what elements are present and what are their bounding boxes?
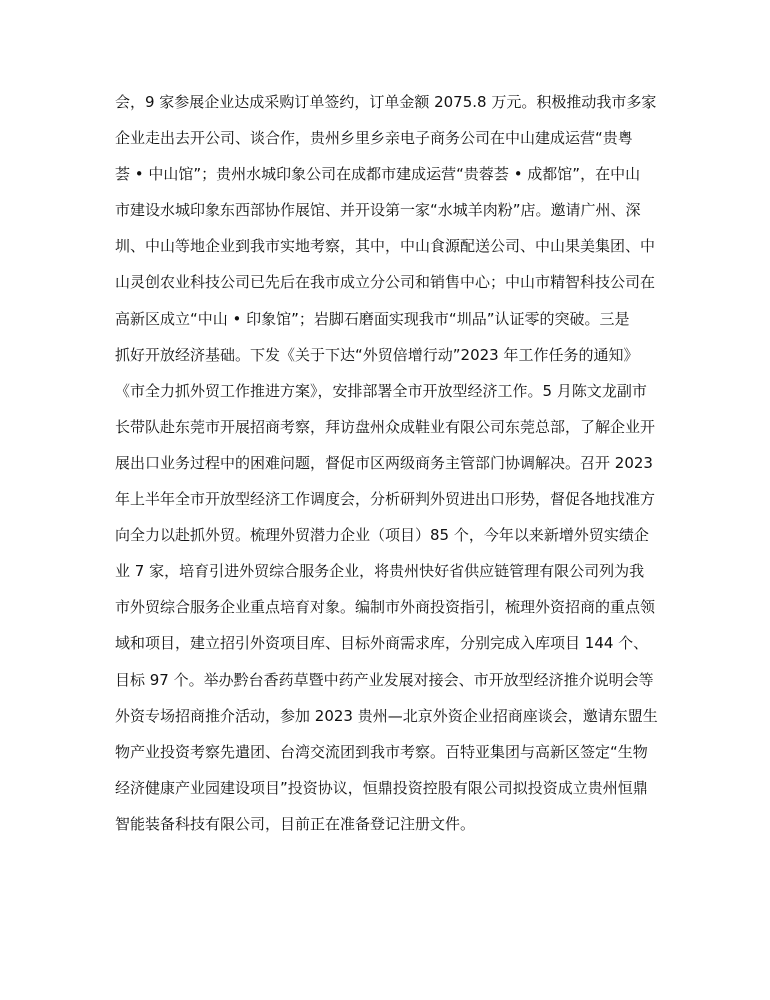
text-line: 会，9 家参展企业达成采购订单签约，订单金额 2075.8 万元。积极推动我市多家 [115,93,657,111]
text-line: 智能装备科技有限公司，目前正在准备登记注册文件。 [115,814,476,833]
text-line: 经济健康产业园建设项目”投资协议，恒鼎投资控股有限公司拟投资成立贵州恒鼎 [115,778,648,797]
text-line: 展出口业务过程中的困难问题，督促市区两级商务主管部门协调解决。召开 2023 [115,453,653,472]
text-line: 业 7 家，培育引进外贸综合服务企业，将贵州快好省供应链管理有限公司列为我 [115,562,645,581]
text-line: 市建设水城印象东西部协作展馆、并开设第一家“水城羊肉粉”店。邀请广州、深 [115,201,641,220]
text-line: 企业走出去开公司、谈合作，贵州乡里乡亲电子商务公司在中山建成运营“贵粤 [115,129,633,148]
text-line: 域和项目，建立招引外资项目库、目标外商需求库，分别完成入库项目 144 个、 [115,634,649,653]
text-line: 目标 97 个。举办黔台香药草暨中药产业发展对接会、市开放型经济推介说明会等 [115,670,654,689]
text-line: 抓好开放经济基础。下发《关于下达“外贸倍增行动”2023 年工作任务的通知》 [115,345,639,364]
text-line: 向全力以赴抓外贸。梳理外贸潜力企业（项目）85 个，今年以来新增外贸实绩企 [115,526,649,545]
text-line: 长带队赴东莞市开展招商考察，拜访盘州众成鞋业有限公司东莞总部，了解企业开 [115,417,656,436]
body-paragraph [115,84,660,842]
text-line: 物产业投资考察先遣团、台湾交流团到我市考察。百特亚集团与高新区签定“生物 [115,742,648,761]
text-line: 圳、中山等地企业到我市实地考察，其中，中山食源配送公司、中山果美集团、中 [115,237,656,256]
text-line: 市外贸综合服务企业重点培育对象。编制市外商投资指引，梳理外资招商的重点领 [115,598,656,617]
text-line: 荟 • 中山馆”；贵州水城印象公司在成都市建成运营“贵蓉荟 • 成都馆”，在中山 [115,165,641,184]
text-line: 年上半年全市开放型经济工作调度会，分析研判外贸进出口形势，督促各地找准方 [115,490,656,509]
text-line: 高新区成立“中山 • 印象馆”；岩脚石磨面实现我市“圳品”认证零的突破。三是 [115,309,630,328]
text-line: 外资专场招商推介活动，参加 2023 贵州—北京外资企业招商座谈会，邀请东盟生 [115,706,658,725]
text-line: 《市全力抓外贸工作推进方案》，安排部署全市开放型经济工作。5 月陈文龙副市 [115,381,647,400]
text-line: 山灵创农业科技公司已先后在我市成立分公司和销售中心；中山市精智科技公司在 [115,273,656,292]
